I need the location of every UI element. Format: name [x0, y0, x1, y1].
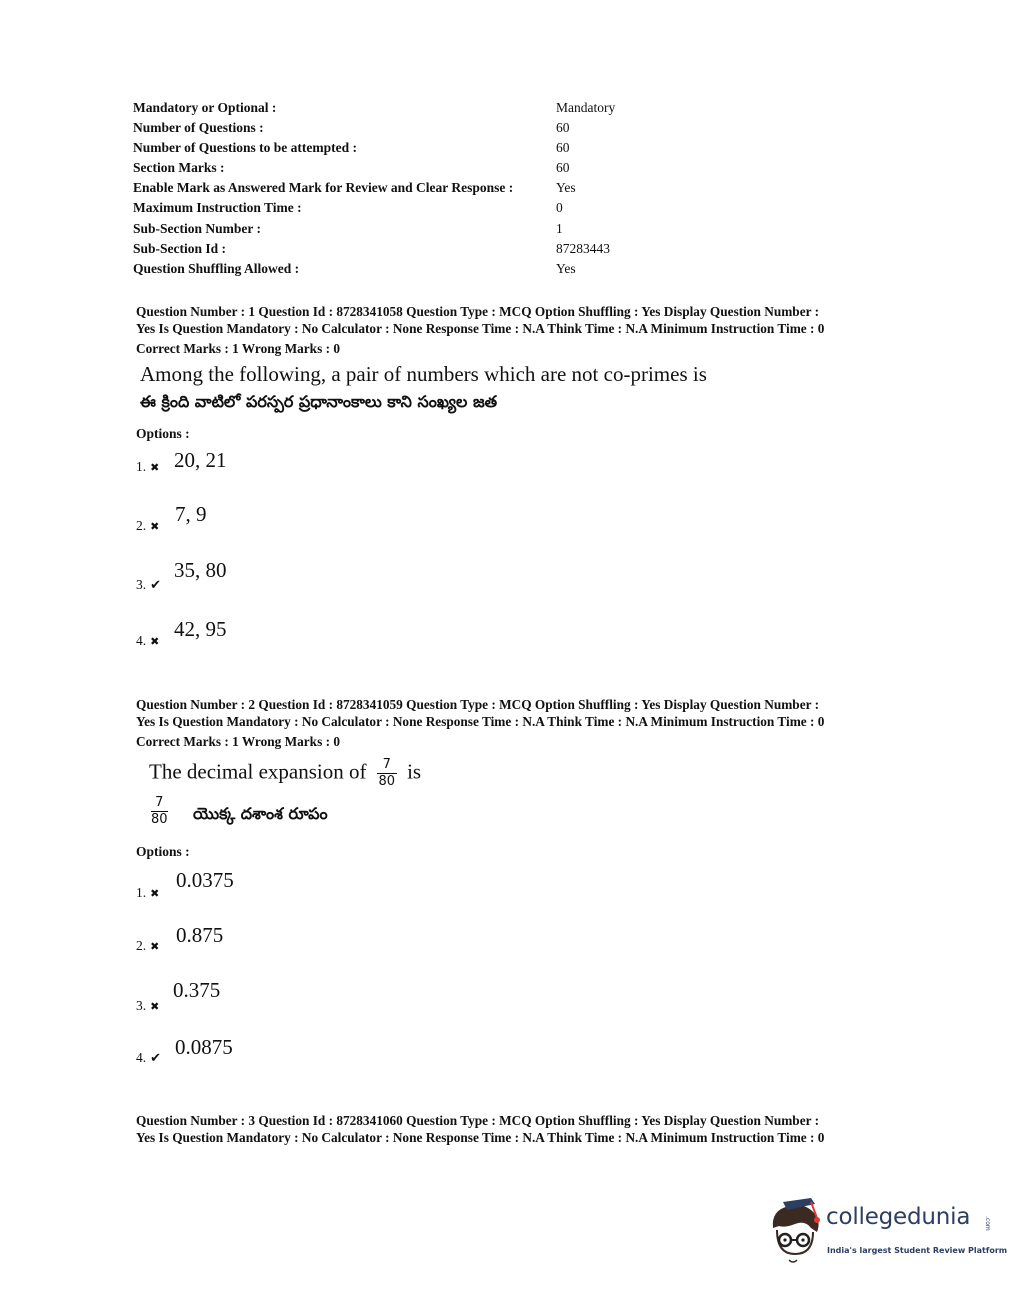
info-value: 60	[556, 160, 570, 176]
info-label: Question Shuffling Allowed :	[133, 260, 300, 276]
question-1-header	[136, 303, 824, 357]
option-text: 42, 95	[174, 617, 227, 641]
question-header-line: Yes Is Question Mandatory : No Calculator : None Response Time : N.A Think Time : N.A Minimum Instruction Time : 0	[136, 714, 825, 729]
info-value: 1	[556, 220, 563, 236]
wrong-mark-icon: ✖	[150, 940, 160, 953]
option-index: 3.	[136, 577, 147, 592]
option-text: 35, 80	[174, 558, 227, 582]
question-text-suffix: is	[407, 759, 422, 784]
logo-domain-suffix: .com	[984, 1216, 991, 1231]
question-1-text-en: Among the following, a pair of numbers which are not co-primes is	[140, 362, 707, 386]
option-index: 4.	[136, 633, 147, 648]
question-2-text-te: యొక్క దశాంశ రూపం	[193, 804, 328, 823]
option-text: 0.875	[176, 923, 224, 947]
question-2-header	[136, 696, 824, 750]
correct-mark-icon: ✔	[150, 1051, 162, 1066]
info-value: 60	[556, 120, 570, 136]
wrong-mark-icon: ✖	[150, 1000, 160, 1013]
option-number	[136, 459, 159, 475]
fraction-denominator: 80	[151, 812, 168, 827]
info-label: Sub-Section Id :	[133, 240, 227, 256]
option-index: 3.	[136, 998, 147, 1013]
question-3-header	[136, 1112, 824, 1146]
correct-mark-icon: ✔	[150, 578, 162, 593]
fraction-te	[151, 796, 168, 827]
question-header-line: Yes Is Question Mandatory : No Calculator : None Response Time : N.A Think Time : N.A Minimum Instruction Time : 0	[136, 1130, 825, 1145]
question-2-text-en	[149, 758, 421, 789]
option-index: 2.	[136, 938, 147, 953]
info-value: 60	[556, 140, 570, 156]
wrong-mark-icon: ✖	[150, 887, 160, 900]
question-text-prefix: The decimal expansion of	[149, 759, 367, 784]
fraction-numerator: 7	[155, 795, 164, 810]
info-value: Mandatory	[556, 100, 616, 115]
question-header-line: Yes Is Question Mandatory : No Calculator : None Response Time : N.A Think Time : N.A Minimum Instruction Time : 0	[136, 321, 825, 336]
mascot-icon	[765, 1198, 827, 1268]
info-value: 87283443	[556, 240, 610, 256]
question-header-line: Question Number : 2 Question Id : 8728341059 Question Type : MCQ Option Shuffling : Yes Display Question Number :	[136, 697, 820, 712]
option-index: 4.	[136, 1050, 147, 1065]
info-value: Yes	[556, 180, 576, 196]
option-index: 1.	[136, 885, 147, 900]
option-text: 20, 21	[174, 448, 227, 472]
question-1-text-te: ఈ క్రింది వాటిలో పరస్పర ప్రధానాంకాలు కాని సంఖ్యల జత	[140, 392, 498, 411]
option-number	[136, 1050, 161, 1066]
question-header-line: Question Number : 3 Question Id : 8728341060 Question Type : MCQ Option Shuffling : Yes Display Question Number :	[136, 1113, 820, 1128]
option-number	[136, 998, 159, 1014]
option-number	[136, 518, 159, 534]
info-label: Sub-Section Number :	[133, 220, 262, 236]
option-text: 0.0375	[176, 868, 234, 892]
info-value: 0	[556, 200, 563, 216]
wrong-mark-icon: ✖	[150, 520, 160, 533]
option-number	[136, 885, 159, 901]
option-number	[136, 577, 161, 593]
question-header-line: Correct Marks : 1 Wrong Marks : 0	[136, 341, 340, 356]
wrong-mark-icon: ✖	[150, 635, 160, 648]
info-label: Mandatory or Optional :	[133, 100, 277, 115]
option-number	[136, 633, 159, 649]
wrong-mark-icon: ✖	[150, 461, 160, 474]
option-index: 2.	[136, 518, 147, 533]
info-value: Yes	[556, 260, 576, 276]
logo-wordmark: collegedunia	[826, 1204, 971, 1230]
fraction-numerator: 7	[382, 757, 391, 772]
fraction	[377, 758, 398, 789]
info-label: Enable Mark as Answered Mark for Review and Clear Response :	[133, 180, 514, 196]
question-header-line: Correct Marks : 1 Wrong Marks : 0	[136, 734, 340, 749]
logo-tagline: India's largest Student Review Platform	[827, 1246, 1008, 1255]
info-label: Number of Questions to be attempted :	[133, 140, 357, 156]
info-label: Maximum Instruction Time :	[133, 200, 302, 216]
fraction-denominator: 80	[378, 774, 396, 789]
options-label: Options :	[136, 426, 190, 441]
info-label: Number of Questions :	[133, 120, 264, 136]
option-text: 0.375	[173, 978, 221, 1002]
option-text: 7, 9	[175, 502, 207, 526]
collegedunia-logo	[765, 1198, 1008, 1268]
question-header-line: Question Number : 1 Question Id : 8728341058 Question Type : MCQ Option Shuffling : Yes Display Question Number :	[136, 304, 820, 319]
option-number	[136, 938, 159, 954]
option-text: 0.0875	[175, 1035, 233, 1059]
option-index: 1.	[136, 459, 147, 474]
options-label: Options :	[136, 844, 190, 859]
info-label: Section Marks :	[133, 160, 225, 176]
